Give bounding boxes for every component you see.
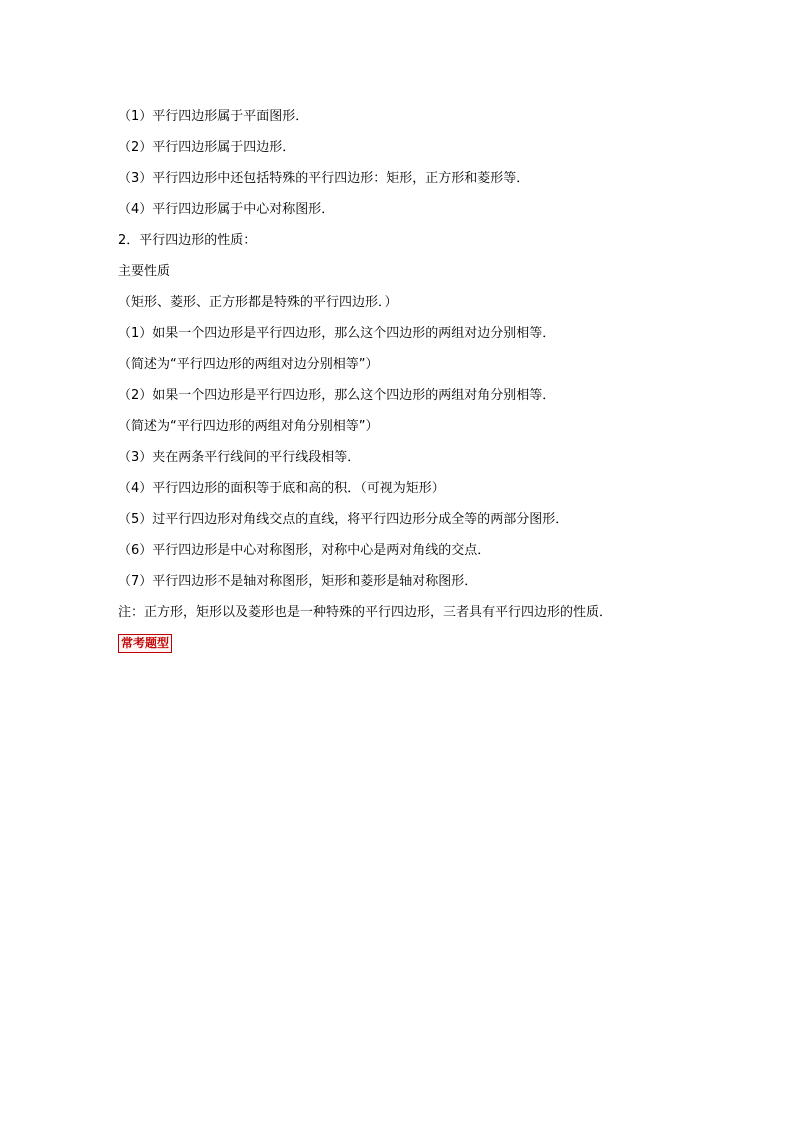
property-opposite-angles: （2）如果一个四边形是平行四边形，那么这个四边形的两组对角分别相等． [118, 388, 556, 403]
list-item-central-symmetry: （4）平行四边形属于中心对称图形． [118, 202, 335, 217]
section-tag-row [118, 628, 738, 659]
property-central-symmetric: （6）平行四边形是中心对称图形，对称中心是两对角线的交点． [118, 543, 491, 558]
list-item-belongs-plane-figure: （1）平行四边形属于平面图形． [118, 109, 309, 124]
list-item-special-parallelograms: （3）平行四边形中还包括特殊的平行四边形：矩形，正方形和菱形等． [118, 171, 530, 186]
section-heading-properties: 2．平行四边形的性质： [118, 233, 257, 248]
section-tag-badge: 常考题型 [118, 634, 172, 653]
property-not-axis-symmetric: （7）平行四边形不是轴对称图形，矩形和菱形是轴对称图形． [118, 574, 478, 589]
summary-opposite-sides: （简述为“平行四边形的两组对边分别相等”） [118, 357, 379, 372]
property-opposite-sides: （1）如果一个四边形是平行四边形，那么这个四边形的两组对边分别相等． [118, 326, 556, 341]
document-body [118, 101, 738, 659]
note-footer: 注：正方形，矩形以及菱形也是一种特殊的平行四边形，三者具有平行四边形的性质． [118, 605, 613, 620]
property-parallel-segments: （3）夹在两条平行线间的平行线段相等． [118, 450, 361, 465]
list-item-belongs-quadrilateral: （2）平行四边形属于四边形． [118, 140, 296, 155]
summary-opposite-angles: （简述为“平行四边形的两组对角分别相等”） [118, 419, 379, 434]
subheading-main-properties: 主要性质 [118, 264, 171, 279]
note-special-shapes: （矩形、菱形、正方形都是特殊的平行四边形．） [118, 295, 398, 310]
property-area: （4）平行四边形的面积等于底和高的积．（可视为矩形） [118, 481, 445, 496]
property-diagonal-line: （5）过平行四边形对角线交点的直线，将平行四边形分成全等的两部分图形． [118, 512, 569, 527]
